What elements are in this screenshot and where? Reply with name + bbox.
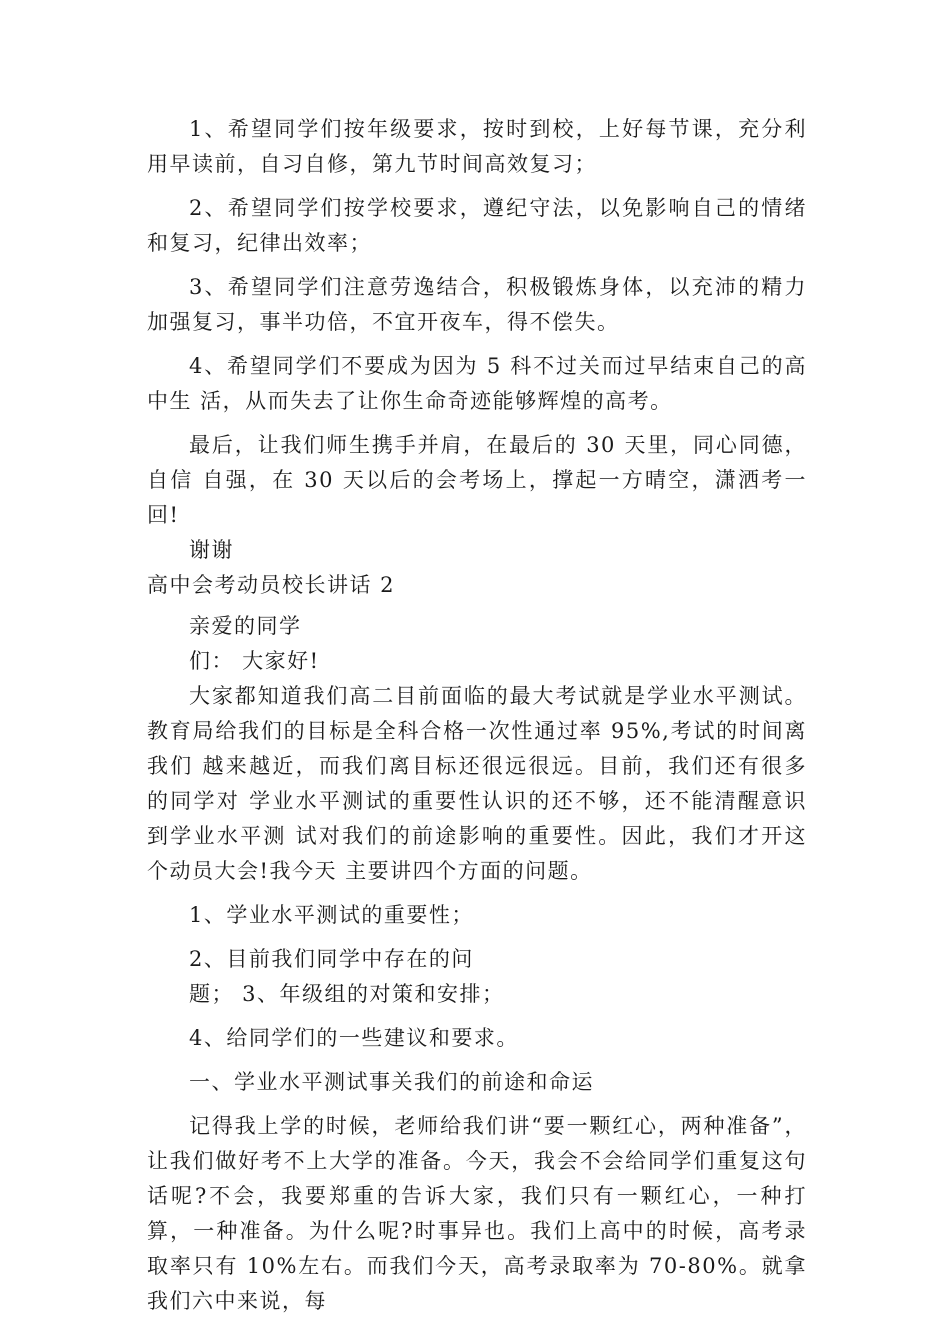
document-body	[147, 112, 807, 1328]
paragraph-item-4: 4、希望同学们不要成为因为 5 科不过关而过早结束自己的高中生 活，从而失去了让你生命奇迹能够辉煌的高考。	[147, 354, 807, 413]
body-paragraph-2: 记得我上学的时候，老师给我们讲“要一颗红心，两种准备”，让我们做好考不上大学的准备。今天，我会不会给同学们重复这句话呢?不会，我要郑重的告诉大家，我们只有一颗红心，一种打算，一种准备。为什么呢?时事异也。我们上高中的时候，高考录取率只有 10%左右。而我们今天，高考录取率为 70-80%。就拿我们六中来说，每	[147, 1114, 807, 1313]
section-title: 高中会考动员校长讲话 2	[147, 573, 396, 597]
body-paragraph-1: 大家都知道我们高二目前面临的最大考试就是学业水平测试。教育局给我们的目标是全科合格一次性通过率 95%,考试的时间离我们 越来越近，而我们离目标还很远很远。目前，我们还有很多的同学对 学业水平测试的重要性认识的还不够，还不能清醒意识到学业水平测 试对我们的前途影响的重要性。因此，我们才开这个动员大会!我今天 主要讲四个方面的问题。	[147, 684, 807, 883]
closing-paragraph: 最后，让我们师生携手并肩，在最后的 30 天里，同心同德，自信 自强，在 30 天以后的会考场上，撑起一方晴空，潇洒考一回!	[147, 433, 807, 527]
paragraph-item-3: 3、希望同学们注意劳逸结合，积极锻炼身体，以充沛的精力加强复习，事半功倍，不宜开夜车，得不偿失。	[147, 275, 807, 334]
topic-4: 4、给同学们的一些建议和要求。	[189, 1026, 519, 1050]
greeting-line-2: 们： 大家好!	[189, 649, 320, 673]
topic-2-line-1: 2、目前我们同学中存在的问	[189, 947, 474, 971]
thanks-text: 谢谢	[189, 538, 234, 562]
paragraph-item-1: 1、希望同学们按年级要求，按时到校，上好每节课，充分利用早读前，自习自修，第九节时间高效复习；	[147, 117, 807, 176]
greeting-line-1: 亲爱的同学	[189, 614, 302, 638]
paragraph-item-2: 2、希望同学们按学校要求，遵纪守法，以免影响自己的情绪和复习，纪律出效率；	[147, 196, 807, 255]
topic-2-line-2: 题； 3、年级组的对策和安排；	[189, 982, 505, 1006]
subheading: 一、学业水平测试事关我们的前途和命运	[189, 1070, 594, 1094]
topic-1: 1、学业水平测试的重要性；	[189, 903, 474, 927]
